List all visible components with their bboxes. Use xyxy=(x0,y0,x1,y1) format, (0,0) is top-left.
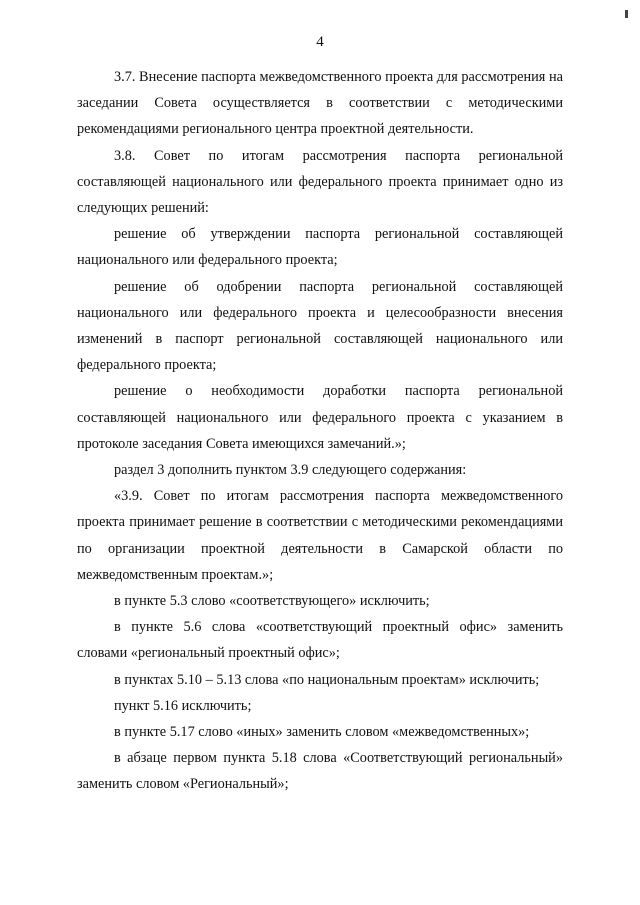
page-number: 4 xyxy=(316,34,324,50)
paragraph-3-7: 3.7. Внесение паспорта межведомственного проекта для рассмотрения на заседании Совета осуществляется в соответствии с методическими рекомендациями регионального центра проектной деятельности. xyxy=(77,69,563,138)
decision-revise: решение о необходимости доработки паспорта региональной составляющей национального или федерального проекта с указанием в протоколе заседания Совета имеющихся замечаний.»; xyxy=(77,383,563,452)
document-body xyxy=(77,64,563,798)
paragraph-3-9: «3.9. Совет по итогам рассмотрения паспорта межведомственного проекта принимает решение в соответствии с методическими рекомендациями по организации проектной деятельности в Самарской области по межведомственным проектам.»; xyxy=(77,488,563,583)
amendment-5-18: в абзаце первом пункта 5.18 слова «Соответствующий региональный» заменить словом «Региональный»; xyxy=(77,750,563,793)
amendment-5-6: в пункте 5.6 слова «соответствующий проектный офис» заменить словами «региональный проектный офис»; xyxy=(77,619,563,662)
amendment-5-3: в пункте 5.3 слово «соответствующего» исключить; xyxy=(114,593,430,610)
amendment-5-10-5-13: в пунктах 5.10 – 5.13 слова «по национальным проектам» исключить; xyxy=(114,671,540,688)
paragraph-3-8: 3.8. Совет по итогам рассмотрения паспорта региональной составляющей национального или федерального проекта принимает одно из следующих решений: xyxy=(77,147,563,217)
section-3-amendment: раздел 3 дополнить пунктом 3.9 следующего содержания: xyxy=(114,462,467,479)
scan-artifact xyxy=(625,10,628,18)
amendment-5-17: в пункте 5.17 слово «иных» заменить словом «межведомственных»; xyxy=(114,724,530,741)
amendment-5-16: пункт 5.16 исключить; xyxy=(114,697,252,714)
decision-approve: решение об утверждении паспорта региональной составляющей национального или федерального проекта; xyxy=(77,226,563,269)
decision-endorse-changes: решение об одобрении паспорта региональной составляющей национального или федерального проекта и целесообразности внесения изменений в паспорт региональной составляющей национального или федерального проекта; xyxy=(77,278,563,374)
